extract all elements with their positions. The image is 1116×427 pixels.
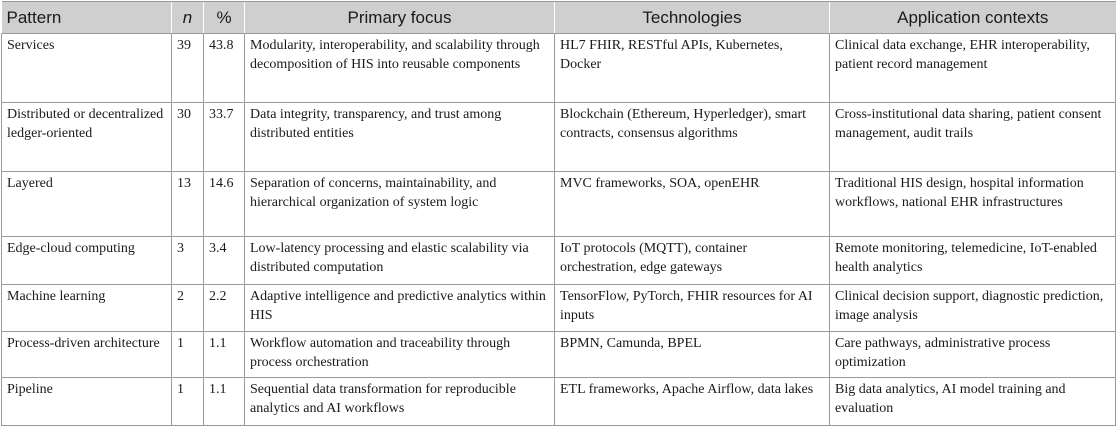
- table-row: [2, 34, 1116, 103]
- cell-percent: 3.4: [204, 237, 245, 284]
- table-header-row: [2, 2, 1116, 34]
- table-row: [2, 332, 1116, 378]
- architecture-patterns-table: [1, 1, 1116, 426]
- cell-application-contexts: Big data analytics, AI model training and evaluation: [830, 378, 1116, 426]
- cell-application-contexts: Cross-institutional data sharing, patient consent management, audit trails: [830, 102, 1116, 172]
- cell-technologies: Blockchain (Ethereum, Hyperledger), smart contracts, consensus algorithms: [555, 102, 830, 172]
- cell-technologies: ETL frameworks, Apache Airflow, data lakes: [555, 378, 830, 426]
- header-technologies: Technologies: [555, 2, 830, 34]
- table-row: [2, 378, 1116, 426]
- header-pattern: Pattern: [2, 2, 172, 34]
- cell-application-contexts: Remote monitoring, telemedicine, IoT-enabled health analytics: [830, 237, 1116, 284]
- header-application-contexts: Application contexts: [830, 2, 1116, 34]
- cell-primary-focus: Separation of concerns, maintainability, and hierarchical organization of system logic: [245, 172, 555, 237]
- table-row: [2, 172, 1116, 237]
- cell-percent: 1.1: [204, 378, 245, 426]
- cell-primary-focus: Low-latency processing and elastic scalability via distributed computation: [245, 237, 555, 284]
- cell-n: 2: [172, 284, 204, 331]
- cell-technologies: TensorFlow, PyTorch, FHIR resources for AI inputs: [555, 284, 830, 331]
- cell-technologies: IoT protocols (MQTT), container orchestration, edge gateways: [555, 237, 830, 284]
- cell-n: 13: [172, 172, 204, 237]
- cell-application-contexts: Care pathways, administrative process optimization: [830, 332, 1116, 378]
- cell-n: 39: [172, 34, 204, 103]
- table-row: [2, 237, 1116, 284]
- cell-primary-focus: Data integrity, transparency, and trust among distributed entities: [245, 102, 555, 172]
- cell-application-contexts: Clinical data exchange, EHR interoperability, patient record management: [830, 34, 1116, 103]
- cell-n: 30: [172, 102, 204, 172]
- cell-technologies: BPMN, Camunda, BPEL: [555, 332, 830, 378]
- table-row: [2, 284, 1116, 331]
- cell-pattern: Edge-cloud computing: [2, 237, 172, 284]
- cell-primary-focus: Adaptive intelligence and predictive analytics within HIS: [245, 284, 555, 331]
- cell-percent: 1.1: [204, 332, 245, 378]
- cell-primary-focus: Sequential data transformation for reproducible analytics and AI workflows: [245, 378, 555, 426]
- cell-n: 1: [172, 332, 204, 378]
- cell-percent: 2.2: [204, 284, 245, 331]
- cell-pattern: Machine learning: [2, 284, 172, 331]
- cell-pattern: Distributed or decentralized ledger-oriented: [2, 102, 172, 172]
- cell-pattern: Layered: [2, 172, 172, 237]
- cell-application-contexts: Clinical decision support, diagnostic prediction, image analysis: [830, 284, 1116, 331]
- cell-percent: 43.8: [204, 34, 245, 103]
- header-percent: %: [204, 2, 245, 34]
- cell-n: 3: [172, 237, 204, 284]
- cell-pattern: Services: [2, 34, 172, 103]
- cell-percent: 14.6: [204, 172, 245, 237]
- cell-application-contexts: Traditional HIS design, hospital information workflows, national EHR infrastructures: [830, 172, 1116, 237]
- cell-pattern: Pipeline: [2, 378, 172, 426]
- cell-primary-focus: Workflow automation and traceability through process orchestration: [245, 332, 555, 378]
- table-row: [2, 102, 1116, 172]
- cell-technologies: HL7 FHIR, RESTful APIs, Kubernetes, Docker: [555, 34, 830, 103]
- cell-percent: 33.7: [204, 102, 245, 172]
- cell-primary-focus: Modularity, interoperability, and scalability through decomposition of HIS into reusable components: [245, 34, 555, 103]
- header-n: n: [172, 2, 204, 34]
- cell-n: 1: [172, 378, 204, 426]
- cell-pattern: Process-driven architecture: [2, 332, 172, 378]
- header-primary-focus: Primary focus: [245, 2, 555, 34]
- cell-technologies: MVC frameworks, SOA, openEHR: [555, 172, 830, 237]
